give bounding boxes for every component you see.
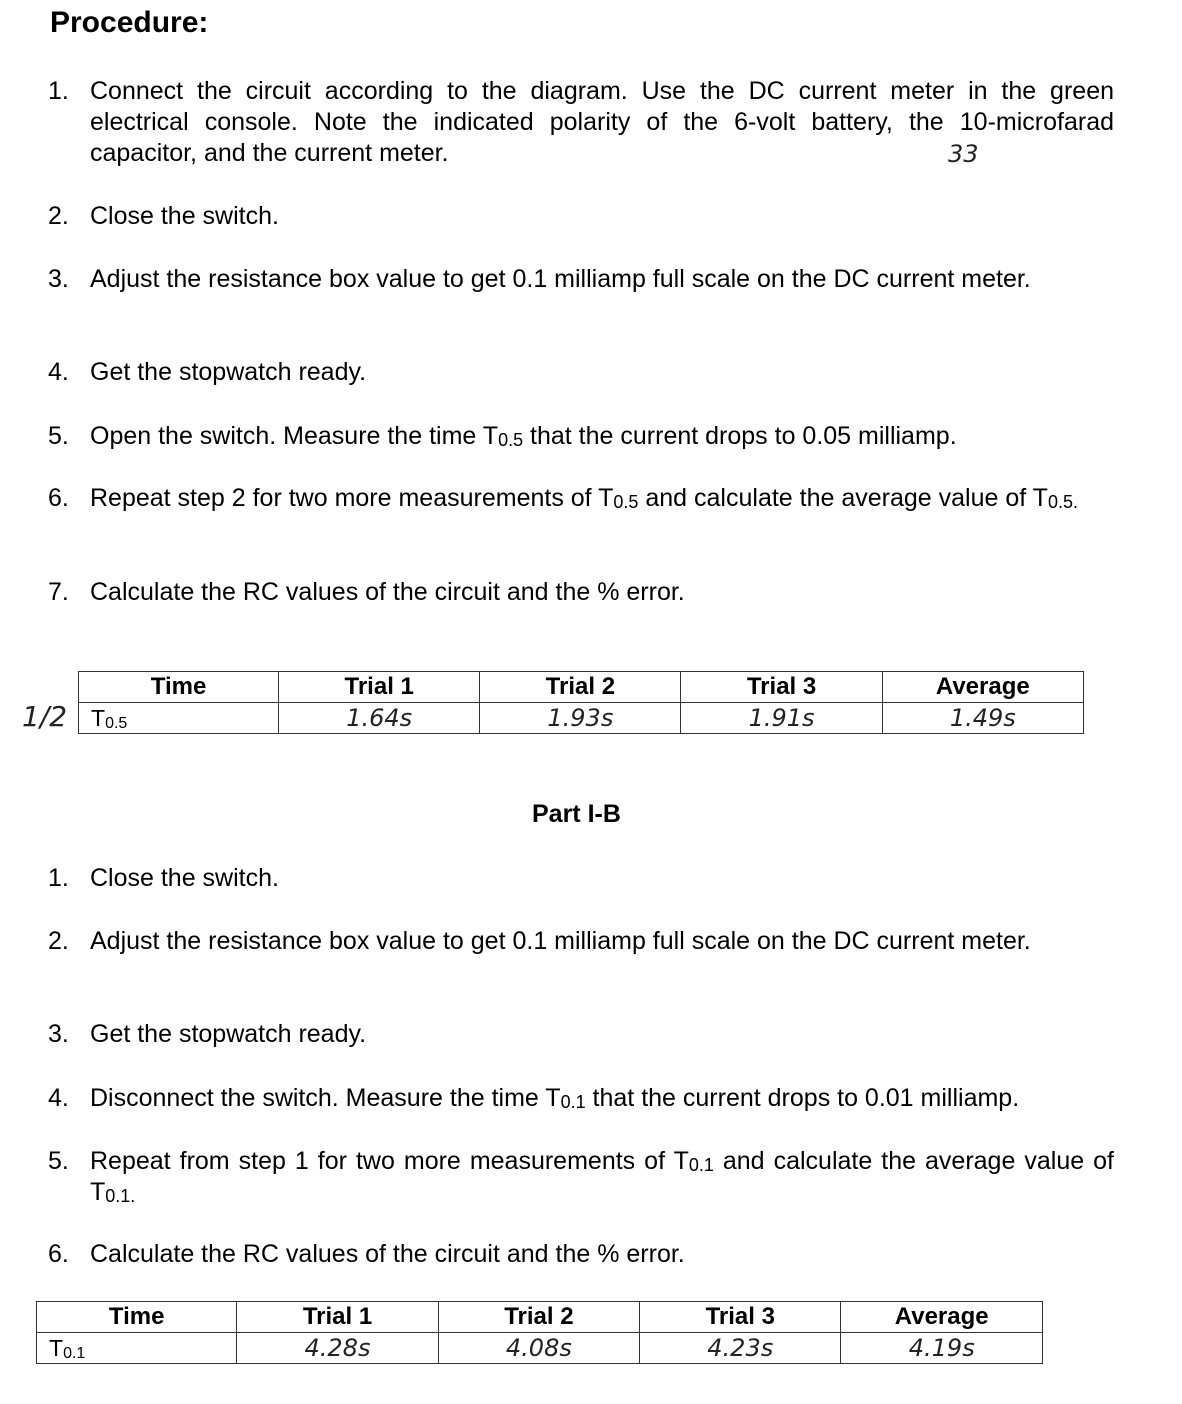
step-line: capacitor, and the current meter. xyxy=(90,139,449,167)
column-header: Trial 3 xyxy=(640,1302,841,1333)
part-b-step-6 xyxy=(48,1239,1114,1270)
step-text: Adjust the resistance box value to get 0.1 milliamp full scale on the DC current meter. xyxy=(90,265,1031,293)
column-header: Trial 1 xyxy=(237,1302,438,1333)
column-header: Trial 2 xyxy=(480,672,681,703)
step-text xyxy=(90,421,1114,452)
column-header: Time xyxy=(79,672,279,703)
row-label-text: T xyxy=(91,704,106,731)
part-b-step-4 xyxy=(48,1083,1114,1114)
subscript: 0.1 xyxy=(63,1344,86,1362)
text-run: and calculate the average value of T xyxy=(90,1147,1114,1206)
step-number: 1. xyxy=(48,864,69,892)
part-a-step-4 xyxy=(48,357,1114,388)
part-b-step-1 xyxy=(48,863,1114,894)
column-header: Average xyxy=(841,1302,1043,1333)
step-text: Close the switch. xyxy=(90,864,279,892)
step-number: 6. xyxy=(48,484,69,512)
part-a-step-2 xyxy=(48,201,1114,232)
step-text: Calculate the RC values of the circuit and the % error. xyxy=(90,578,685,606)
text-run: Repeat from step 1 for two more measurements of T xyxy=(90,1147,689,1175)
column-header: Trial 1 xyxy=(279,672,480,703)
column-header: Trial 2 xyxy=(438,1302,639,1333)
average-value: 1.49s xyxy=(882,703,1083,734)
step-number: 7. xyxy=(48,578,69,606)
step-text: Calculate the RC values of the circuit and the % error. xyxy=(90,1240,685,1268)
part-a-step-3 xyxy=(48,264,1114,295)
trial-2-value: 4.08s xyxy=(438,1333,639,1364)
step-text: Get the stopwatch ready. xyxy=(90,1020,367,1048)
trial-1-value: 1.64s xyxy=(279,703,480,734)
subscript: 0.5. xyxy=(1047,492,1078,512)
subscript: 0.1 xyxy=(560,1092,586,1112)
step-text: Get the stopwatch ready. xyxy=(90,358,367,386)
step-text xyxy=(90,1083,1114,1114)
step-number: 5. xyxy=(48,1147,69,1175)
trial-3-value: 1.91s xyxy=(681,703,882,734)
table-row xyxy=(37,1333,1043,1364)
step-number: 3. xyxy=(48,265,69,293)
part-a-results-table xyxy=(78,671,1084,734)
text-run: Repeat step 2 for two more measurements of T xyxy=(90,484,614,512)
text-run: Disconnect the switch. Measure the time T xyxy=(90,1084,561,1112)
text-run: that the current drops to 0.01 milliamp. xyxy=(585,1084,1020,1112)
trial-1-value: 4.28s xyxy=(237,1333,438,1364)
table-row xyxy=(79,703,1084,734)
row-label-text: T xyxy=(49,1334,64,1361)
step-number: 4. xyxy=(48,1084,69,1112)
column-header: Time xyxy=(37,1302,237,1333)
part-a-step-5 xyxy=(48,421,1114,452)
step-number: 2. xyxy=(48,927,69,955)
page-heading: Procedure: xyxy=(50,6,209,39)
column-header: Trial 3 xyxy=(681,672,882,703)
subscript: 0.5 xyxy=(498,430,524,450)
part-b-results-table xyxy=(36,1301,1043,1364)
row-label xyxy=(37,1333,237,1364)
subscript: 0.5 xyxy=(105,714,128,732)
step-line: Connect the circuit according to the diagram. Use the DC current meter in the green xyxy=(90,77,1114,105)
step-number: 6. xyxy=(48,1240,69,1268)
text-run: that the current drops to 0.05 milliamp. xyxy=(523,422,957,450)
step-number: 2. xyxy=(48,202,69,230)
column-header: Average xyxy=(882,672,1083,703)
part-b-step-3 xyxy=(48,1019,1114,1050)
step-text: Close the switch. xyxy=(90,202,279,230)
handwritten-margin-note: 1/2 xyxy=(22,700,68,733)
text-run: and calculate the average value of T xyxy=(638,484,1048,512)
table-header-row xyxy=(79,672,1084,703)
trial-2-value: 1.93s xyxy=(480,703,681,734)
subscript: 0.1 xyxy=(688,1155,714,1175)
step-text xyxy=(90,483,1114,514)
part-b-title: Part I-B xyxy=(532,800,621,828)
step-text xyxy=(90,1146,1114,1208)
subscript: 0.5 xyxy=(613,492,639,512)
part-a-step-7 xyxy=(48,577,1114,608)
text-run: Open the switch. Measure the time T xyxy=(90,422,499,450)
part-b-step-5 xyxy=(48,1146,1114,1208)
step-text: Adjust the resistance box value to get 0.1 milliamp full scale on the DC current meter. xyxy=(90,927,1031,955)
part-b-step-2 xyxy=(48,926,1114,957)
step-number: 4. xyxy=(48,358,69,386)
handwritten-note: 33 xyxy=(948,140,979,168)
row-label xyxy=(79,703,279,734)
trial-3-value: 4.23s xyxy=(640,1333,841,1364)
table-header-row xyxy=(37,1302,1043,1333)
step-number: 5. xyxy=(48,422,69,450)
part-a-step-6 xyxy=(48,483,1114,514)
step-line: electrical console. Note the indicated polarity of the 6-volt battery, the 10-microfarad xyxy=(90,108,1114,136)
subscript: 0.1. xyxy=(105,1186,136,1206)
average-value: 4.19s xyxy=(841,1333,1043,1364)
step-number: 3. xyxy=(48,1020,69,1048)
step-number: 1. xyxy=(48,77,69,105)
